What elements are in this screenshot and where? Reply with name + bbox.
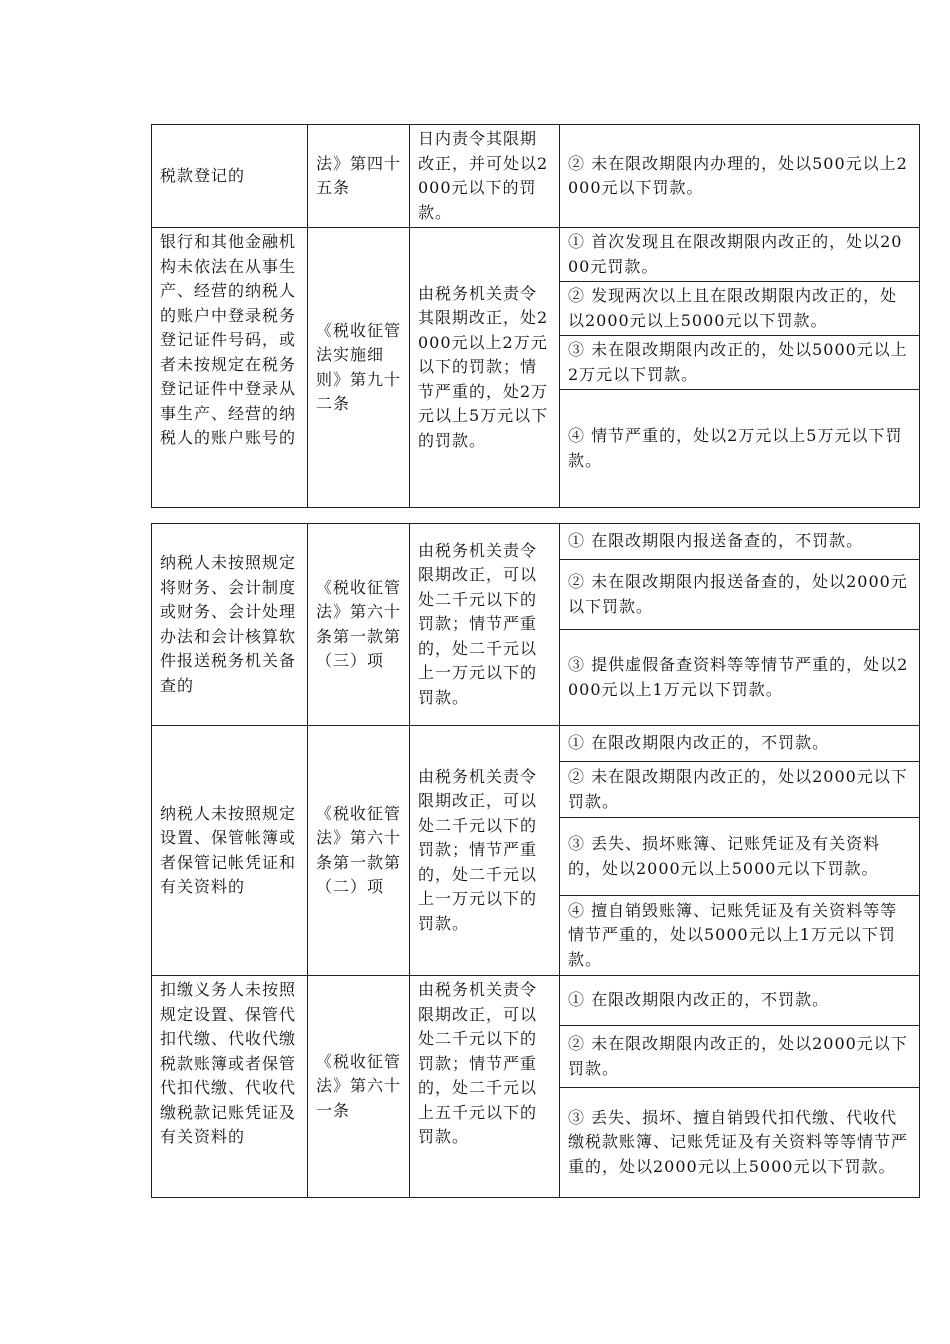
penalty-table-1 <box>151 124 920 508</box>
violation-cell: 银行和其他金融机构未依法在从事生产、经营的纳税人的账户中登录税务登记证件号码，或者未按规定在税务登记证件中登录从事生产、经营的纳税人的账户账号的 <box>152 228 308 508</box>
penalty-cell: 由税务机关责令限期改正，可以处二千元以下的罚款；情节严重的，处二千元以上五千元以下的罚款。 <box>410 976 560 1198</box>
standard-cell: ② 发现两次以上且在限改期限内改正的，处以2000元以上5000元以下罚款。 <box>560 282 920 336</box>
standard-cell: ① 在限改期限内报送备查的，不罚款。 <box>560 524 920 560</box>
standard-cell: ③ 未在限改期限内改正的，处以5000元以上2万元以下罚款。 <box>560 336 920 390</box>
penalty-cell: 由税务机关责令其限期改正，处2000元以上2万元以下的罚款；情节严重的，处2万元以上5万元以下的罚款。 <box>410 228 560 508</box>
law-cell: 《税收征管法》第六十条第一款第（三）项 <box>308 524 410 726</box>
standard-cell: ① 在限改期限内改正的，不罚款。 <box>560 726 920 762</box>
violation-cell: 税款登记的 <box>152 125 308 228</box>
table-row <box>152 976 920 1026</box>
table-row <box>152 726 920 762</box>
standard-cell: ② 未在限改期限内办理的，处以500元以上2000元以下罚款。 <box>560 125 920 228</box>
standard-cell: ① 在限改期限内改正的，不罚款。 <box>560 976 920 1026</box>
violation-cell: 纳税人未按照规定将财务、会计制度或财务、会计处理办法和会计核算软件报送税务机关备查的 <box>152 524 308 726</box>
table-row <box>152 228 920 282</box>
standard-cell: ① 首次发现且在限改期限内改正的，处以2000元罚款。 <box>560 228 920 282</box>
penalty-cell: 由税务机关责令限期改正，可以处二千元以下的罚款；情节严重的，处二千元以上一万元以下的罚款。 <box>410 726 560 976</box>
law-cell: 法》第四十五条 <box>308 125 410 228</box>
violation-cell: 扣缴义务人未按照规定设置、保管代扣代缴、代收代缴税款账簿或者保管代扣代缴、代收代缴税款记账凭证及有关资料的 <box>152 976 308 1198</box>
standard-cell: ④ 情节严重的，处以2万元以上5万元以下罚款。 <box>560 390 920 508</box>
table-row <box>152 125 920 228</box>
penalty-table-2 <box>151 523 920 1198</box>
standard-cell: ② 未在限改期限内报送备查的，处以2000元以下罚款。 <box>560 560 920 630</box>
violation-cell: 纳税人未按照规定设置、保管帐簿或者保管记帐凭证和有关资料的 <box>152 726 308 976</box>
penalty-cell: 日内责令其限期改正，并可处以2000元以下的罚款。 <box>410 125 560 228</box>
standard-cell: ④ 擅自销毁账簿、记账凭证及有关资料等等情节严重的，处以5000元以上1万元以下罚款。 <box>560 896 920 976</box>
law-cell: 《税收征管法实施细则》第九十二条 <box>308 228 410 508</box>
table-row <box>152 524 920 560</box>
standard-cell: ③ 丢失、损坏账簿、记账凭证及有关资料的，处以2000元以上5000元以下罚款。 <box>560 818 920 896</box>
law-cell: 《税收征管法》第六十一条 <box>308 976 410 1198</box>
standard-cell: ② 未在限改期限内改正的，处以2000元以下罚款。 <box>560 762 920 818</box>
penalty-cell: 由税务机关责令限期改正，可以处二千元以下的罚款；情节严重的，处二千元以上一万元以下的罚款。 <box>410 524 560 726</box>
standard-cell: ③ 丢失、损坏、擅自销毁代扣代缴、代收代缴税款账簿、记账凭证及有关资料等等情节严重的，处以2000元以上5000元以下罚款。 <box>560 1088 920 1198</box>
standard-cell: ② 未在限改期限内改正的，处以2000元以下罚款。 <box>560 1026 920 1088</box>
law-cell: 《税收征管法》第六十条第一款第（二）项 <box>308 726 410 976</box>
standard-cell: ③ 提供虚假备查资料等等情节严重的，处以2000元以上1万元以下罚款。 <box>560 630 920 726</box>
